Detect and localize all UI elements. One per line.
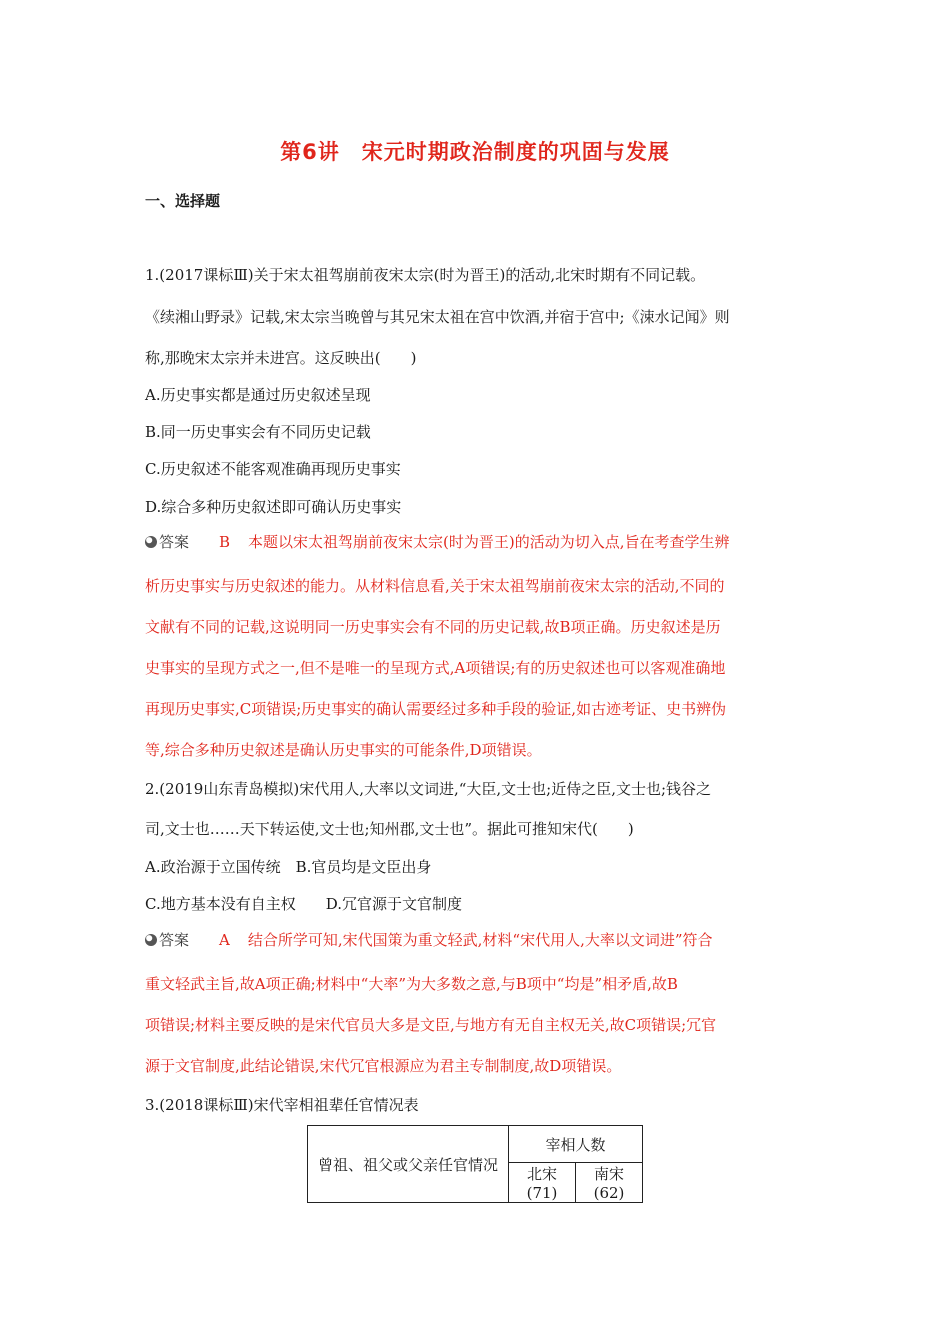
q1-stem-line-3: 称,那晚宋太宗并未进宫。这反映出( ) <box>145 349 417 367</box>
q1-stem-line-2: 《续湘山野录》记载,宋太宗当晚曾与其兄宋太祖在宫中饮酒,并宿于宫中;《涑水记闻》则 <box>145 308 730 326</box>
q2-answer-label: 答案 <box>159 931 190 949</box>
q1-answer-label: 答案 <box>159 533 190 551</box>
q2-answer-line-1 <box>145 929 713 950</box>
q1-option-b: B.同一历史事实会有不同历史记载 <box>145 423 371 441</box>
q1-answer-line-2: 析历史事实与历史叙述的能力。从材料信息看,关于宋太祖驾崩前夜宋太宗的活动,不同的 <box>145 577 725 595</box>
q2-stem-line-1: 2.(2019山东青岛模拟)宋代用人,大率以文词进,“大臣,文士也;近侍之臣,文士也;钱谷之 <box>145 780 712 798</box>
page-title: 第6讲 宋元时期政治制度的巩固与发展 <box>280 140 670 164</box>
q1-option-a: A.历史事实都是通过历史叙述呈现 <box>145 386 371 404</box>
q1-answer-line-1 <box>145 531 730 552</box>
officials-table <box>307 1125 643 1203</box>
q1-option-d: D.综合多种历史叙述即可确认历史事实 <box>145 498 402 516</box>
table-col-northern-song: 北宋(71) <box>509 1163 576 1203</box>
q2-options-row-2: C.地方基本没有自主权 D.冗官源于文官制度 <box>145 895 462 913</box>
q2-options-row-1: A.政治源于立国传统 B.官员均是文臣出身 <box>145 858 432 876</box>
q1-answer-line-3: 文献有不同的记载,这说明同一历史事实会有不同的历史记载,故B项正确。历史叙述是历 <box>145 618 721 636</box>
q3-stem: 3.(2018课标Ⅲ)宋代宰相祖辈任官情况表 <box>145 1096 419 1114</box>
section-heading: 一、选择题 <box>145 192 221 210</box>
q1-answer-line-4: 史事实的呈现方式之一,但不是唯一的呈现方式,A项错误;有的历史叙述也可以客观准确地 <box>145 659 726 677</box>
q1-option-c: C.历史叙述不能客观准确再现历史事实 <box>145 460 401 478</box>
table-group-header: 宰相人数 <box>509 1126 643 1163</box>
q1-stem-line-1: 1.(2017课标Ⅲ)关于宋太祖驾崩前夜宋太宗(时为晋王)的活动,北宋时期有不同记载。 <box>145 266 706 284</box>
q2-answer-line-2: 重文轻武主旨,故A项正确;材料中“大率”为大多数之意,与B项中“均是”相矛盾,故B <box>145 975 678 993</box>
answer-badge-icon <box>145 934 157 946</box>
q2-answer-line-3: 项错误;材料主要反映的是宋代官员大多是文臣,与地方有无自主权无关,故C项错误;冗官 <box>145 1016 717 1034</box>
table-row-header: 曾祖、祖父或父亲任官情况 <box>308 1126 509 1203</box>
q1-answer-letter: B <box>219 533 231 551</box>
answer-badge-icon <box>145 536 157 548</box>
q1-answer-line-5: 再现历史事实,C项错误;历史事实的确认需要经过多种手段的验证,如古迹考证、史书辨伪 <box>145 700 727 718</box>
q2-answer-line-4: 源于文官制度,此结论错误,宋代冗官根源应为君主专制制度,故D项错误。 <box>145 1057 622 1075</box>
q2-answer-text: 结合所学可知,宋代国策为重文轻武,材料“宋代用人,大率以文词进”符合 <box>247 931 713 949</box>
q1-answer-text: 本题以宋太祖驾崩前夜宋太宗(时为晋王)的活动为切入点,旨在考查学生辨 <box>248 533 730 551</box>
q2-answer-letter: A <box>219 931 230 949</box>
table-col-southern-song: 南宋(62) <box>576 1163 643 1203</box>
q1-answer-line-6: 等,综合多种历史叙述是确认历史事实的可能条件,D项错误。 <box>145 741 542 759</box>
q2-stem-line-2: 司,文士也……天下转运使,文士也;知州郡,文士也”。据此可推知宋代( ) <box>145 820 634 838</box>
